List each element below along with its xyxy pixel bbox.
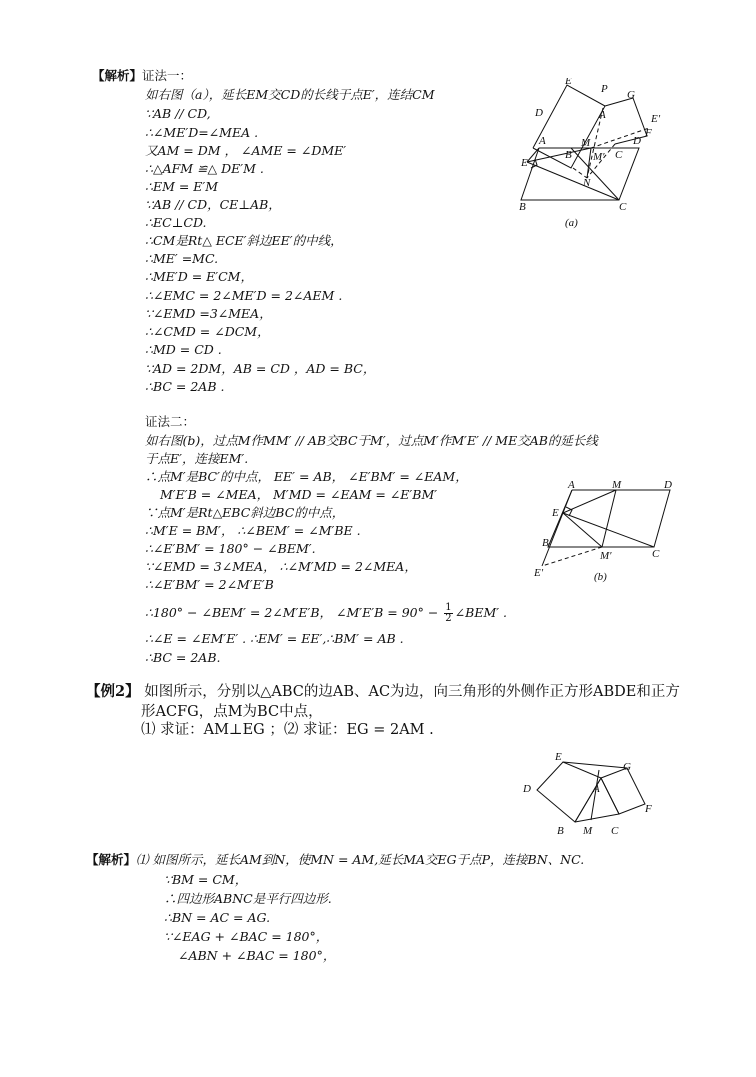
sol1-line-4: ∴△AFM ≌△ DE′M . [145,161,264,176]
figb-label-M-prime: M′ [600,550,612,562]
sol1-line-14: ∴MD = CD . [145,342,222,357]
figa-label-E: E [565,78,572,87]
figc-label-E: E [555,751,562,763]
figb-label-E: E [552,507,559,519]
figb-MM-prime [602,490,616,547]
sol2-line-8: ∴∠E′BM′ = 2∠M′E′B [145,577,274,592]
figa-label-D-corner: D [633,135,641,147]
figa-label-C: C [615,149,623,161]
figa-label-E-prime: E′ [651,113,661,125]
figa-label-B-bottom: B [519,201,526,213]
figb-AB-extended [542,490,572,566]
sol3-line-0 [86,852,584,867]
sol2-line-9-text: ∴180° − ∠BEM′ = 2∠M′E′B， ∠M′E′B = 90° − [145,605,443,620]
figb-label-E-prime: E′ [534,567,544,579]
sol3-line-2: ∴四边形ABNC是平行四边形. [164,891,332,906]
figb-dash [542,547,602,566]
sol1-line-15: ∵AD = 2DM，AB = CD ，AD = BC， [145,361,376,376]
sol2-line-7: ∵∠EMD = 3∠MEA， ∴∠M′MD = 2∠MEA， [145,559,417,574]
figa-label-F: F [645,127,652,139]
figa-edge [527,162,619,200]
figb-label-C: C [652,548,660,560]
figc-EG [563,762,627,768]
sol2-line-0: 如右图(b)，过点M作MM′ // AB交BC于M′，过点M′作M′E′ // ME交AB的延长线 [145,433,598,448]
figa-caption: (a) [565,217,578,229]
sol1-line-13: ∴∠CMD = ∠DCM， [145,324,270,339]
sol2-line-3: M′E′B = ∠MEA， M′MD = ∠EAM = ∠E′BM′ [160,487,438,502]
sol1-title: 证法一： [142,68,193,83]
example-tag: 【例2】 [86,683,140,700]
fraction [444,603,452,624]
sol1-line-10: ∴ME′D = E′CM， [145,269,253,284]
sol3-line-0-text: ⑴ 如图所示，延长AM到N，使MN = AM,延长MA交EG于点P，连接BN、NC. [136,852,585,867]
sol2-line-2: ∴点M′是BC′的中点， EE′ = AB， ∠E′BM′ = ∠EAM， [145,469,468,484]
sol1-line-1: ∵AB // CD, [145,106,211,121]
sol1-line-16: ∴BC = 2AB . [145,379,225,394]
figc-label-M: M [583,825,593,837]
figa-label-G: G [627,89,635,101]
figc-AM-extended [591,770,599,820]
analysis-tag: 【解析】 [92,68,143,83]
figure-b [530,480,680,585]
sol3-line-4: ∵∠EAG + ∠BAC = 180°， [164,929,329,944]
sol1-line-3: 又AM = DM ， ∠AME = ∠DME′ [145,143,347,158]
figb-caption: (b) [594,571,607,583]
figc-label-F: F [645,803,652,815]
sol2-line-4: ∵点M′是Rt△EBC斜边BC的中点， [145,505,345,520]
sol1-line-11: ∴∠EMC = 2∠ME′D = 2∠AEM . [145,288,343,303]
sol3-line-3: ∴BN = AC = AG. [164,910,271,925]
sol2-line-9-tail: ∠BEM′ . [454,605,508,620]
sol2-line-5: ∴M′E = BM′， ∴∠BEM′ = ∠M′BE . [145,523,361,538]
figure-example-2 [515,748,665,843]
figc-label-C: C [611,825,619,837]
sol1-line-2: ∴∠ME′D=∠MEA . [145,125,259,140]
figc-label-B: B [557,825,564,837]
sol2-line-6: ∴∠E′BM′ = 180° − ∠BEM′. [145,541,316,556]
figb-label-D: D [664,480,672,491]
figb-label-M: M [612,480,622,491]
figure-a [515,78,675,233]
sol2-line-11: ∴∠E = ∠EM′E′ . ∴EM′ = EE′,∴BM′ = AB . [145,631,404,646]
figa-label-E-left: E [521,157,528,169]
figc-label-A: A [593,783,600,795]
sol1-line-7: ∴EC⊥CD. [145,215,207,230]
figa-label-N: N [583,177,591,189]
figa-label-D: D [535,107,543,119]
figa-label-P: P [601,83,608,95]
ex2-line-3: ⑴ 求证：AM⊥EG ；⑵ 求证：EG = 2AM . [141,722,434,738]
figb-label-B: B [542,537,549,549]
figa-label-M: M [581,137,591,149]
figa-label-A: A [539,135,546,147]
sol1-line-12: ∵∠EMD =3∠MEA， [145,306,272,321]
sol1-line-0: 如右图（a），延长EM交CD的长线于点E′，连结CM [145,87,435,102]
figa-label-M-prime: M′ [593,151,605,163]
figa-label-A2: A [599,109,606,121]
figc-label-D: D [523,783,531,795]
ex2-line-1 [86,683,680,701]
figc-label-G: G [623,761,631,773]
sol2-line-1: 于点E′，连接EM′. [145,451,249,466]
figb-EC [563,513,654,547]
sol2-line-9 [145,603,507,624]
sol1-header [92,68,192,83]
sol1-line-9: ∴ME′ =MC. [145,251,219,266]
figa-label-B: B [565,149,572,161]
fraction-denominator: 2 [445,613,452,624]
analysis-tag-2: 【解析】 [86,852,137,867]
sol3-line-5: ∠ABN + ∠BAC = 180°， [178,948,336,963]
sol3-line-1: ∵BM = CM， [164,872,248,887]
sol1-line-8: ∴CM是Rt△ ECE′斜边EE′的中线， [145,233,343,248]
ex2-line-1-text: 如图所示，分别以△ABC的边AB、AC为边，向三角形的外侧作正方形ABDE和正方 [144,684,680,700]
figb-EM-prime [563,513,602,547]
sol1-line-5: ∴EM = E′M [145,179,219,194]
figa-label-C-bottom: C [619,201,627,213]
fraction-numerator: 1 [445,602,452,613]
figb-label-A: A [568,480,575,491]
sol1-line-6: ∵AB // CD，CE⊥AB， [145,197,281,212]
figc-square-ABDE [537,762,601,822]
ex2-line-2: 形ACFG，点M为BC中点， [141,704,323,720]
sol2-title: 证法二： [145,414,196,429]
sol2-line-12: ∴BC = 2AB. [145,650,221,665]
